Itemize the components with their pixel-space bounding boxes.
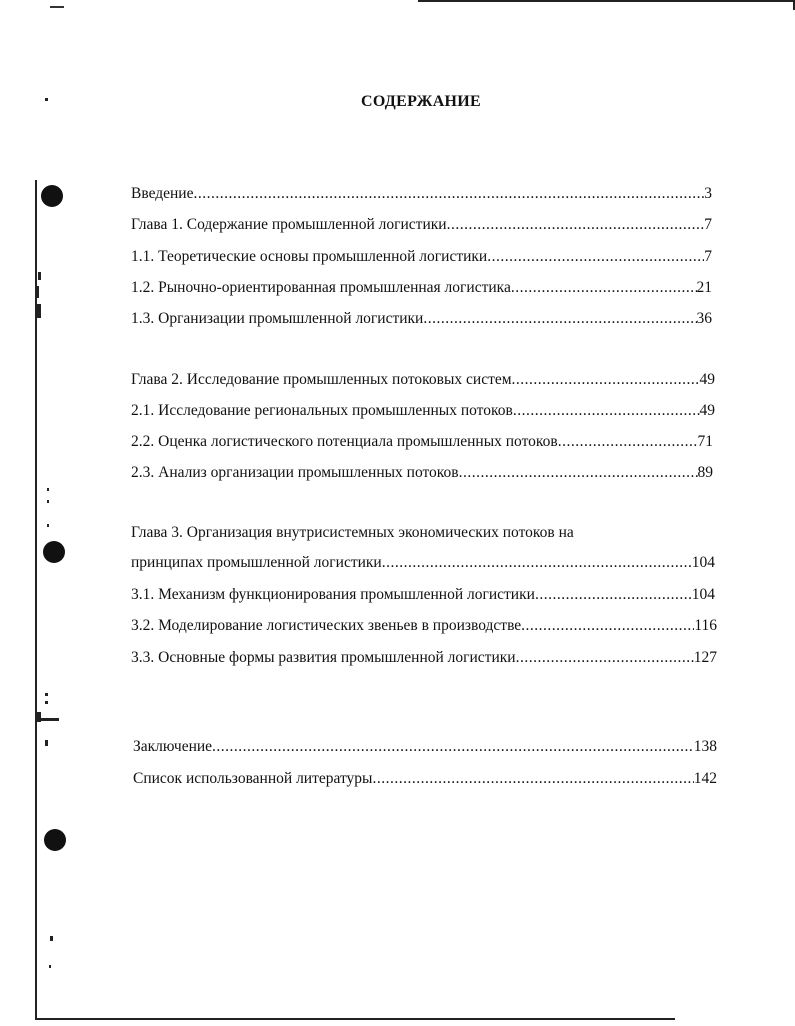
- toc-dot-leader: [487, 248, 704, 266]
- toc-entry-page: 104: [691, 554, 715, 571]
- scan-speck: [36, 304, 41, 318]
- toc-entry: [131, 371, 715, 391]
- scan-edge-line-top: [418, 0, 795, 2]
- toc-entry-page: 49: [699, 371, 715, 388]
- toc-entry-page: 71: [697, 433, 713, 450]
- toc-entry-page: 21: [696, 279, 712, 296]
- toc-entry: [131, 464, 713, 484]
- toc-entry-label: 2.3. Анализ организации промышленных потоков: [131, 464, 459, 481]
- toc-dot-leader: [558, 433, 698, 451]
- binder-hole-icon: [41, 185, 63, 207]
- toc-entry: [133, 738, 717, 758]
- toc-entry: [131, 586, 715, 606]
- binder-hole-icon: [43, 541, 65, 563]
- toc-entry-page: 116: [694, 617, 717, 634]
- toc-entry-page: 89: [697, 464, 713, 481]
- toc-entry: [131, 279, 712, 299]
- toc-dot-leader: [382, 554, 692, 572]
- toc-entry: [133, 770, 717, 790]
- scan-speck: [47, 500, 49, 503]
- toc-entry-label: Введение: [131, 185, 194, 202]
- toc-dot-leader: [516, 649, 694, 667]
- toc-entry-label: Список использованной литературы: [133, 770, 373, 787]
- toc-entry-label: 1.3. Организации промышленной логистики: [131, 310, 424, 327]
- toc-dot-leader: [459, 464, 698, 482]
- toc-entry: [131, 310, 712, 330]
- binder-hole-icon: [44, 829, 66, 851]
- scan-speck: [45, 693, 48, 696]
- scan-speck: [35, 718, 59, 721]
- toc-dot-leader: [512, 371, 700, 389]
- toc-entry: [131, 185, 712, 205]
- toc-entry-label: 2.2. Оценка логистического потенциала промышленных потоков: [131, 433, 558, 450]
- toc-entry: [131, 248, 712, 268]
- toc-entry-page: 7: [704, 216, 712, 233]
- toc-entry-label: 1.1. Теоретические основы промышленной логистики: [131, 248, 488, 265]
- toc-entry-page: 3: [704, 185, 712, 202]
- toc-dot-leader: [372, 770, 693, 788]
- toc-entry-page: 7: [704, 248, 712, 265]
- toc-entry-page: 104: [691, 586, 715, 603]
- toc-dot-leader: [212, 738, 694, 756]
- toc-entry: [131, 433, 713, 453]
- scan-speck: [35, 286, 39, 298]
- toc-entry-label: 3.2. Моделирование логистических звеньев в производстве: [131, 617, 522, 634]
- scan-speck: [50, 936, 53, 941]
- scan-speck: [45, 740, 48, 746]
- scan-speck: [47, 524, 49, 527]
- scan-speck: [49, 965, 51, 968]
- toc-chapter-heading: Глава 3. Организация внутрисистемных экономических потоков на: [131, 524, 574, 541]
- scan-edge-line-bottom: [35, 1018, 675, 1020]
- toc-dot-leader: [193, 185, 704, 203]
- toc-dot-leader: [511, 279, 697, 297]
- toc-entry-label: принципах промышленной логистики: [131, 554, 382, 571]
- toc-entry-label: Заключение: [133, 738, 213, 755]
- toc-dot-leader: [513, 402, 700, 420]
- toc-entry-label: 1.2. Рыночно-ориентированная промышленная логистика: [131, 279, 511, 296]
- toc-entry: [131, 402, 715, 422]
- toc-entry-page: 138: [693, 738, 717, 755]
- toc-entry-label: 3.1. Механизм функционирования промышленной логистики: [131, 586, 535, 603]
- toc-dot-leader: [423, 310, 696, 328]
- toc-entry: [131, 216, 712, 236]
- toc-dot-leader: [447, 216, 705, 234]
- toc-entry-label: Глава 1. Содержание промышленной логистики: [131, 216, 447, 233]
- scan-speck: [47, 488, 49, 491]
- page-title: СОДЕРЖАНИЕ: [360, 93, 482, 110]
- scan-speck: [45, 701, 48, 704]
- scan-speck: [38, 272, 41, 280]
- toc-entry: [131, 617, 717, 637]
- toc-entry-page: 36: [696, 310, 712, 327]
- toc-entry-page: 127: [693, 649, 717, 666]
- toc-entry-page: 142: [693, 770, 717, 787]
- scan-edge-mark: [50, 6, 64, 8]
- toc-entry-label: 2.1. Исследование региональных промышленных потоков: [131, 402, 513, 419]
- toc-entry-label: 3.3. Основные формы развития промышленной логистики: [131, 649, 516, 666]
- toc-entry-label: Глава 2. Исследование промышленных потоковых систем: [131, 371, 512, 388]
- toc-entry-page: 49: [699, 402, 715, 419]
- toc-dot-leader: [535, 586, 692, 604]
- toc-entry: [131, 554, 715, 574]
- toc-entry: [131, 649, 717, 669]
- toc-dot-leader: [521, 617, 694, 635]
